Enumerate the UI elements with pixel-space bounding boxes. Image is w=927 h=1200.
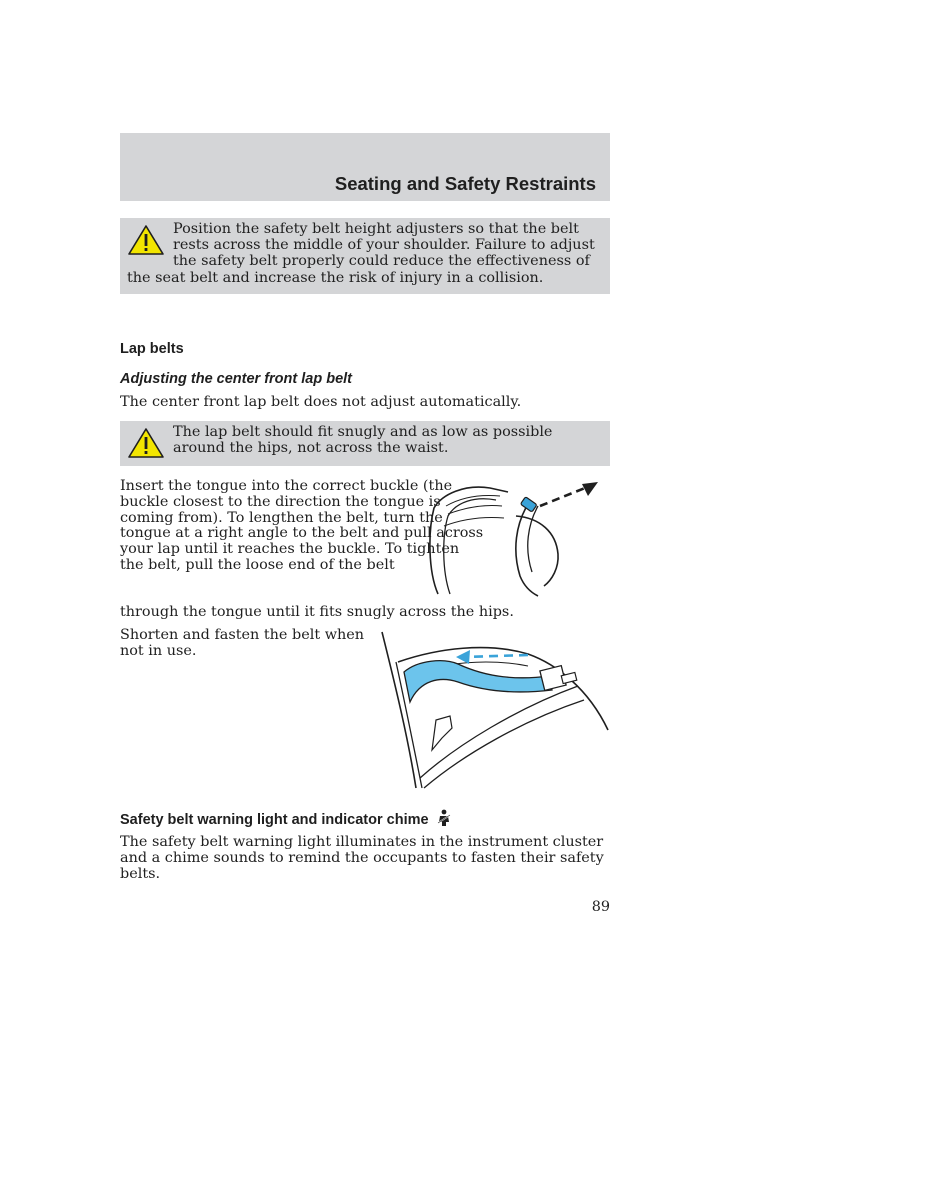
warning-box-shoulder bbox=[120, 218, 610, 294]
seatbelt-indicator-icon bbox=[436, 809, 452, 827]
warning-box-lap-belt bbox=[120, 421, 610, 466]
warning-text-shoulder: Position the safety belt height adjusters so that the belt rests across the middle of your shoulder. Failure to adjust the safety belt properly could reduce the effectiveness of the seat belt and increase the risk of injury in a collision. bbox=[127, 221, 595, 286]
lap-belts-heading: Lap belts bbox=[120, 341, 184, 357]
page-number: 89 bbox=[591, 899, 610, 915]
insert-tongue-instructions-end: through the tongue until it fits snugly across the hips. bbox=[120, 604, 514, 620]
warning-triangle-icon bbox=[127, 427, 165, 459]
warning-triangle-icon bbox=[127, 224, 165, 256]
insert-tongue-instructions: Insert the tongue into the correct buckle (the buckle closest to the direction the tongue is coming from). To lengthen the belt, turn the tongue at a right angle to the belt and pull across your lap until it reaches the buckle. To tighten the belt, pull the loose end of the belt bbox=[120, 478, 484, 573]
adjust-center-lap-belt-heading: Adjusting the center front lap belt bbox=[120, 371, 353, 387]
center-lap-belt-intro: The center front lap belt does not adjust automatically. bbox=[120, 394, 522, 410]
section-header-band bbox=[120, 133, 610, 201]
chime-heading-text: Safety belt warning light and indicator chime bbox=[120, 812, 429, 828]
warning-text-lap-belt: The lap belt should fit snugly and as low as possible around the hips, not across the waist. bbox=[173, 424, 553, 457]
chime-description: The safety belt warning light illuminates in the instrument cluster and a chime sounds to remind the occupants to fasten their safety belts. bbox=[120, 834, 604, 882]
chime-heading bbox=[120, 809, 452, 828]
shorten-belt-text: Shorten and fasten the belt when not in use. bbox=[120, 627, 365, 659]
section-title: Seating and Safety Restraints bbox=[334, 173, 596, 194]
belt-stowed-illustration bbox=[378, 628, 614, 796]
belt-tongue-illustration bbox=[420, 476, 605, 601]
